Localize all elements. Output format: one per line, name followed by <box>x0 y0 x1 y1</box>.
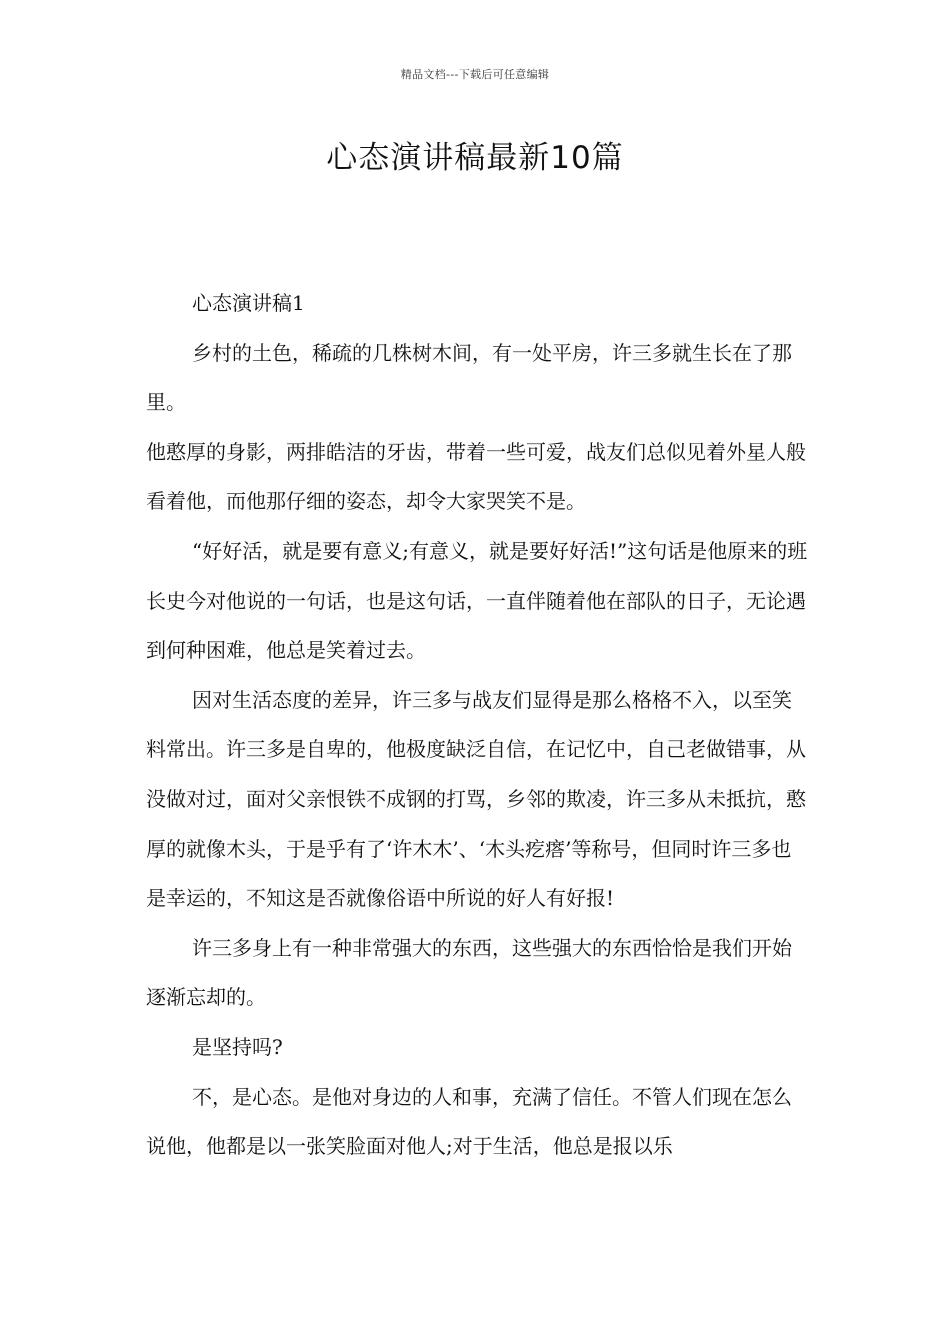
header-note: 精品文档---下载后可任意编辑 <box>400 68 550 81</box>
document-title: 心态演讲稿最新10篇 <box>326 140 624 176</box>
document-body <box>146 279 810 1172</box>
paragraph-section-heading: 心态演讲稿1 <box>192 291 305 315</box>
paragraph: 是坚持吗? <box>192 1034 283 1059</box>
paragraph: 许三多身上有一种非常强大的东西，这些强大的东西恰恰是我们开始逐渐忘却的。 <box>146 935 792 1010</box>
paragraph: “好好活，就是要有意义;有意义，就是要好好活!”这句话是他原来的班长史今对他说的一句话，也是这句话，一直伴随着他在部队的日子，无论遇到何种困难，他总是笑着过去。 <box>146 538 808 663</box>
paragraph: 他憨厚的身影，两排皓洁的牙齿，带着一些可爱，战友们总似见着外星人般看着他，而他那仔细的姿态，却令大家哭笑不是。 <box>146 439 806 514</box>
paragraph: 不，是心态。是他对身边的人和事，充满了信任。不管人们现在怎么说他，他都是以一张笑脸面对他人;对于生活，他总是报以乐 <box>146 1084 792 1159</box>
paragraph: 乡村的土色，稀疏的几株树木间，有一处平房，许三多就生长在了那里。 <box>146 340 792 415</box>
paragraph: 因对生活态度的差异，许三多与战友们显得是那么格格不入，以至笑料常出。许三多是自卑的，他极度缺泛自信，在记忆中，自己老做错事，从没做对过，面对父亲恨铁不成钢的打骂，乡邻的欺凌，许三多从未抵抗，憨厚的就像木头，于是乎有了‘许木木’、‘木头疙瘩’等称号，但同时许三多也是幸运的，不知这是否就像俗语中所说的好人有好报! <box>146 687 806 911</box>
